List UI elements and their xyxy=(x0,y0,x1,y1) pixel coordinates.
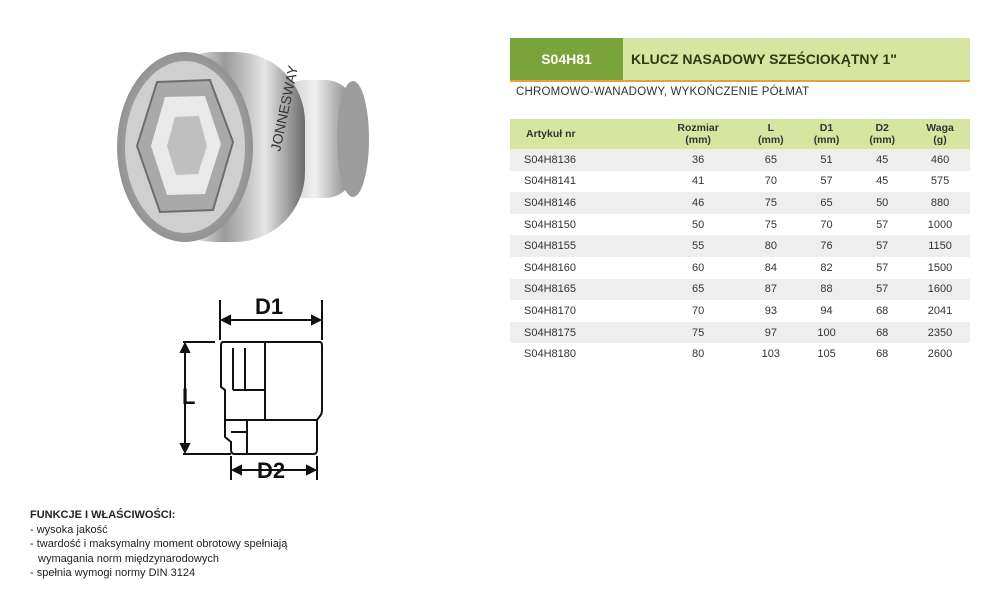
table-row xyxy=(510,322,970,344)
table-cell: 75 xyxy=(743,214,799,236)
table-cell: 45 xyxy=(854,149,910,171)
engraving-text: JONNESWAY xyxy=(267,64,302,153)
table-row xyxy=(510,300,970,322)
table-cell: 1150 xyxy=(910,235,970,257)
table-cell: 880 xyxy=(910,192,970,214)
table-cell: S04H8170 xyxy=(510,300,653,322)
table-cell: 87 xyxy=(743,279,799,301)
table-cell: 80 xyxy=(653,343,743,365)
table-cell: S04H8146 xyxy=(510,192,653,214)
header-rozmiar: Rozmiar (mm) xyxy=(653,119,743,149)
table-cell: 97 xyxy=(743,322,799,344)
feature-item: - spełnia wymogi normy DIN 3124 xyxy=(30,567,196,579)
table-header-row xyxy=(510,119,970,149)
table-cell: 65 xyxy=(799,192,855,214)
features-title: FUNKCJE I WŁAŚCIWOŚCI: xyxy=(30,509,176,521)
table-cell: 100 xyxy=(799,322,855,344)
table-cell: 105 xyxy=(799,343,855,365)
table-cell: 51 xyxy=(799,149,855,171)
table-cell: 2041 xyxy=(910,300,970,322)
table-cell: 57 xyxy=(799,171,855,193)
table-cell: 41 xyxy=(653,171,743,193)
table-cell: 1600 xyxy=(910,279,970,301)
feature-item: - twardość i maksymalny moment obrotowy spełniają xyxy=(30,538,288,550)
table-cell: S04H8136 xyxy=(510,149,653,171)
table-cell: S04H8180 xyxy=(510,343,653,365)
table-cell: 94 xyxy=(799,300,855,322)
table-cell: 460 xyxy=(910,149,970,171)
table-cell: 65 xyxy=(653,279,743,301)
table-row xyxy=(510,279,970,301)
features-section xyxy=(30,508,287,581)
header-artykul: Artykuł nr xyxy=(510,119,653,149)
table-cell: 84 xyxy=(743,257,799,279)
table-cell: 93 xyxy=(743,300,799,322)
table-cell: 2350 xyxy=(910,322,970,344)
table-cell: 1000 xyxy=(910,214,970,236)
table-cell: 68 xyxy=(854,322,910,344)
table-cell: 57 xyxy=(854,279,910,301)
d1-label: D1 xyxy=(255,294,284,319)
table-cell: 65 xyxy=(743,149,799,171)
table-cell: S04H8141 xyxy=(510,171,653,193)
table-cell: S04H8165 xyxy=(510,279,653,301)
features-list xyxy=(30,523,287,581)
table-cell: 50 xyxy=(854,192,910,214)
table-cell: 70 xyxy=(799,214,855,236)
table-cell: 103 xyxy=(743,343,799,365)
table-cell: 70 xyxy=(653,300,743,322)
table-cell: 75 xyxy=(653,322,743,344)
table-row xyxy=(510,235,970,257)
feature-item: - wysoka jakość xyxy=(30,523,108,536)
table-cell: 50 xyxy=(653,214,743,236)
header-d1: D1 (mm) xyxy=(799,119,855,149)
table-cell: 57 xyxy=(854,235,910,257)
table-cell: 88 xyxy=(799,279,855,301)
table-cell: 75 xyxy=(743,192,799,214)
table-cell: 68 xyxy=(854,343,910,365)
table-cell: 46 xyxy=(653,192,743,214)
header-l: L (mm) xyxy=(743,119,799,149)
product-header xyxy=(510,38,970,82)
table-cell: S04H8160 xyxy=(510,257,653,279)
product-photo xyxy=(105,42,375,252)
product-code: S04H81 xyxy=(510,38,623,80)
l-label: L xyxy=(182,384,196,409)
table-row xyxy=(510,149,970,171)
table-cell: 68 xyxy=(854,300,910,322)
table-cell: 76 xyxy=(799,235,855,257)
table-cell: S04H8155 xyxy=(510,235,653,257)
table-cell: 1500 xyxy=(910,257,970,279)
table-cell: 55 xyxy=(653,235,743,257)
table-cell: 60 xyxy=(653,257,743,279)
table-cell: 36 xyxy=(653,149,743,171)
table-cell: 57 xyxy=(854,257,910,279)
feature-item: wymagania norm międzynarodowych xyxy=(38,552,219,565)
table-cell: 2600 xyxy=(910,343,970,365)
spec-table xyxy=(510,119,970,365)
header-waga: Waga (g) xyxy=(910,119,970,149)
table-cell: 45 xyxy=(854,171,910,193)
table-cell: S04H8150 xyxy=(510,214,653,236)
product-title: KLUCZ NASADOWY SZEŚCIOKĄTNY 1" xyxy=(623,38,970,80)
table-row xyxy=(510,214,970,236)
table-cell: S04H8175 xyxy=(510,322,653,344)
table-row xyxy=(510,257,970,279)
table-cell: 82 xyxy=(799,257,855,279)
product-subtitle: CHROMOWO-WANADOWY, WYKOŃCZENIE PÓŁMAT xyxy=(516,86,810,98)
header-d2: D2 (mm) xyxy=(854,119,910,149)
d2-label: D2 xyxy=(257,458,286,483)
table-row xyxy=(510,192,970,214)
table-cell: 57 xyxy=(854,214,910,236)
table-cell: 80 xyxy=(743,235,799,257)
table-row xyxy=(510,171,970,193)
table-row xyxy=(510,343,970,365)
table-cell: 575 xyxy=(910,171,970,193)
table-cell: 70 xyxy=(743,171,799,193)
